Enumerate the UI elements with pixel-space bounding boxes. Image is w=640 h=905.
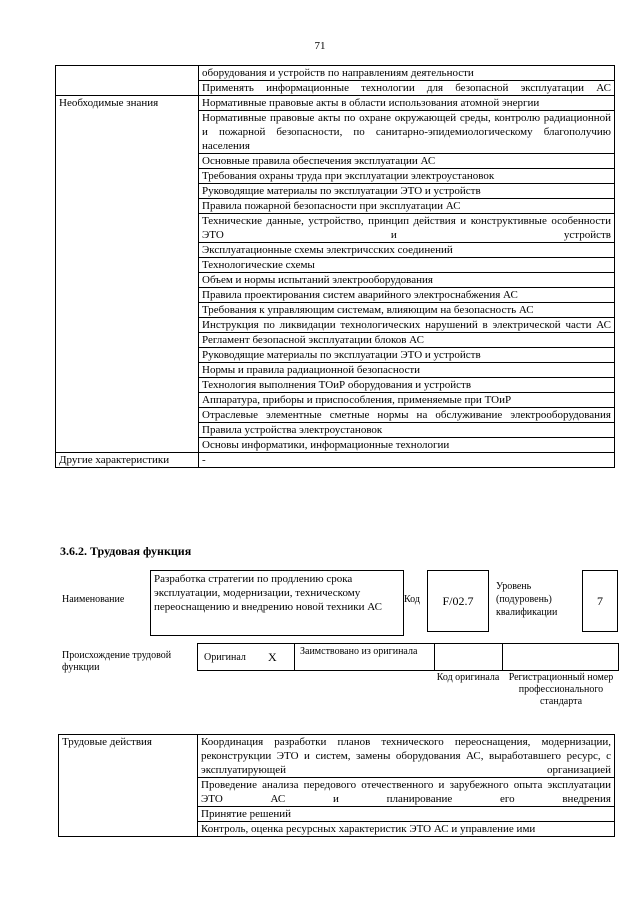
action-item: Контроль, оценка ресурсных характеристик ЭТО АС и управление ими xyxy=(198,822,615,837)
skill-item: Применять информационные технологии для безопасной эксплуатации АС xyxy=(199,81,615,96)
knowledge-item: Руководящие материалы по эксплуатации ЭТО и устройств xyxy=(199,348,615,363)
page-number: 71 xyxy=(314,40,326,52)
action-item: Принятие решений xyxy=(198,807,615,822)
knowledge-item: Основные правила обеспечения эксплуатации АС xyxy=(199,154,615,169)
knowledge-item: Требования к управляющим системам, влияющим на безопасность АС xyxy=(199,303,615,318)
divider xyxy=(502,644,503,670)
function-name: Разработка стратегии по продлению срока эксплуатации, модернизации, техническому переоснащению и внедрению новой техники АС xyxy=(150,570,404,636)
knowledge-item: Руководящие материалы по эксплуатации ЭТО и устройств xyxy=(199,184,615,199)
action-item: Координация разработки планов технического переоснащения, модернизации, реконструкции ЭТО и систем, замены оборудования АС, выработавшего ресурс, с эксплуатирующей организацией xyxy=(198,735,615,778)
knowledge-item: Объем и нормы испытаний электрооборудования xyxy=(199,273,615,288)
knowledge-table xyxy=(55,65,615,468)
origin-label: Происхождение трудовой функции xyxy=(62,650,172,673)
section-heading: 3.6.2. Трудовая функция xyxy=(60,544,192,558)
code-label: Код xyxy=(404,594,420,605)
code-value: F/02.7 xyxy=(427,570,489,632)
divider xyxy=(434,644,435,670)
knowledge-item: Нормативные правовые акты по охране окружающей среды, контролю радиационной и пожарной безопасности, по санитарно-эпидемиологическому благополучию населения xyxy=(199,111,615,154)
knowledge-item: Правила устройства электроустановок xyxy=(199,423,615,438)
knowledge-item: Эксплуатационные схемы электричсских соединений xyxy=(199,243,615,258)
knowledge-item: Технология выполнения ТОиР оборудования и устройств xyxy=(199,378,615,393)
knowledge-item: Инструкция по ликвидации технологических нарушений в электрической части АС xyxy=(199,318,615,333)
knowledge-item: Технологические схемы xyxy=(199,258,615,273)
level-value: 7 xyxy=(582,570,618,632)
knowledge-item: Отраслевые элементные сметные нормы на обслуживание электрооборудования xyxy=(199,408,615,423)
knowledge-item: Технические данные, устройство, принцип действия и конструктивные особенности ЭТО и устройств xyxy=(199,214,615,243)
knowledge-item: Нормативные правовые акты в области использования атомной энергии xyxy=(199,96,615,111)
other-value: - xyxy=(199,453,615,468)
other-label: Другие характеристики xyxy=(56,453,199,468)
original-mark: X xyxy=(268,650,277,664)
name-label: Наименование xyxy=(62,594,125,605)
reg-caption: Регистрационный номер профессионального стандарта xyxy=(508,672,614,707)
level-label: Уровень (подуровень) квалификации xyxy=(496,581,558,618)
actions-table xyxy=(58,734,615,837)
skill-item: оборудования и устройств по направлениям деятельности xyxy=(199,66,615,81)
knowledge-item: Требования охраны труда при эксплуатации электроустановок xyxy=(199,169,615,184)
knowledge-item: Аппаратура, приборы и приспособления, применяемые при ТОиР xyxy=(199,393,615,408)
actions-label: Трудовые действия xyxy=(59,735,198,837)
knowledge-item: Основы информатики, информационные технологии xyxy=(199,438,615,453)
knowledge-item: Правила проектирования систем аварийного электроснабжения АС xyxy=(199,288,615,303)
knowledge-item: Нормы и правила радиационной безопасности xyxy=(199,363,615,378)
original-label: Оригинал xyxy=(204,652,246,663)
origin-box xyxy=(197,643,619,671)
empty-label-cell xyxy=(56,66,199,96)
knowledge-item: Правила пожарной безопасности при эксплуатации АС xyxy=(199,199,615,214)
borrowed-label: Заимствовано из оригинала xyxy=(300,646,418,657)
knowledge-label: Необходимые знания xyxy=(56,96,199,453)
knowledge-item: Регламент безопасной эксплуатации блоков АС xyxy=(199,333,615,348)
divider xyxy=(294,644,295,670)
action-item: Проведение анализа передового отечественного и зарубежного опыта эксплуатации ЭТО АС и планирование его внедрения xyxy=(198,778,615,807)
code-caption: Код оригинала xyxy=(436,672,500,683)
